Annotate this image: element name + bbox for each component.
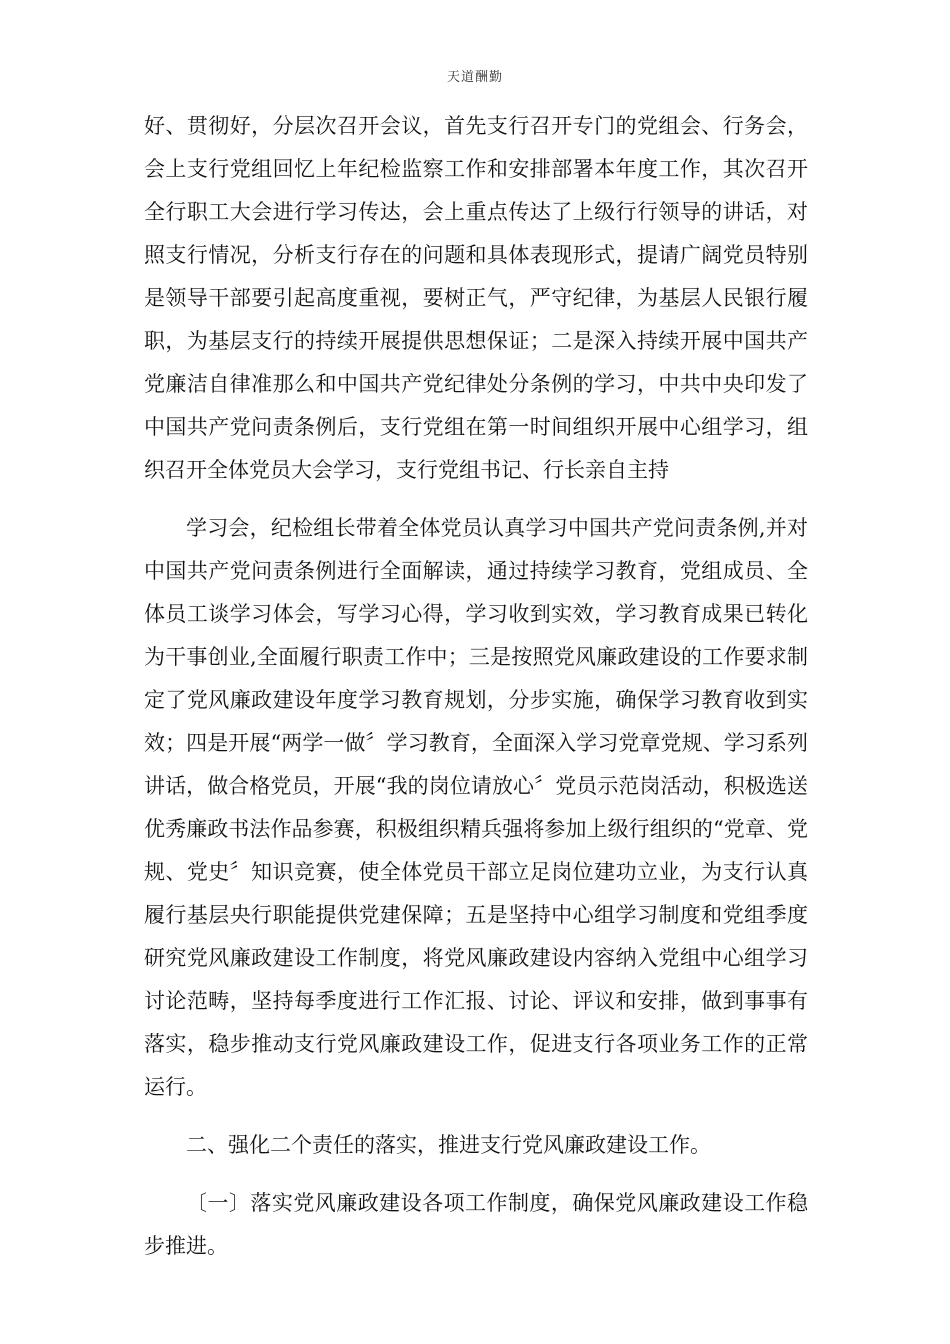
document-body: [144, 105, 808, 1268]
section-heading-two: 二、强化二个责任的落实，推进支行党风廉政建设工作。: [186, 1133, 711, 1157]
paragraph-study-meeting: 学习会，纪检组长带着全体党员认真学习中国共产党问责条例,并对中国共产党问责条例进行全面解读，通过持续学习教育，党组成员、全体员工谈学习体会，写学习心得，学习收到实效，学习教育成果已转化为干事创业,全面履行职责工作中；三是按照党风廉政建设的工作要求制定了党风廉政建设年度学习教育规划，分步实施，确保学习教育收到实效；四是开展“两学一做〞学习教育，全面深入学习党章党规、学习系列讲话，做合格党员，开展“我的岗位请放心〞党员示范岗活动，积极选送优秀廉政书法作品参赛，积极组织精兵强将参加上级行组织的“党章、党规、党史〞知识竞赛，使全体党员干部立足岗位建功立业，为支行认真履行基层央行职能提供党建保障；五是坚持中心组学习制度和党组季度研究党风廉政建设工作制度，将党风廉政建设内容纳入党组中心组学习讨论范畴，坚持每季度进行工作汇报、讨论、评议和安排，做到事事有落实，稳步推动支行党风廉政建设工作，促进支行各项业务工作的正常运行。: [144, 516, 808, 1099]
subsection-heading-one: 〔一〕落实党风廉政建设各项工作制度，确保党风廉政建设工作稳步推进。: [144, 1191, 808, 1258]
paragraph-continuation: 好、贯彻好，分层次召开会议，首先支行召开专门的党组会、行务会，会上支行党组回忆上年纪检监察工作和安排部署本年度工作，其次召开全行职工大会进行学习传达，会上重点传达了上级行行领导的讲话，对照支行情况，分析支行存在的问题和具体表现形式，提请广阔党员特别是领导干部要引起高度重视，要树正气，严守纪律，为基层人民银行履职，为基层支行的持续开展提供思想保证；二是深入持续开展中国共产党廉洁自律准那么和中国共产党纪律处分条例的学习，中共中央印发了中国共产党问责条例后，支行党组在第一时间组织开展中心组学习，组织召开全体党员大会学习，支行党组书记、行长亲自主持: [144, 114, 808, 482]
page-header: 天道酬勤: [446, 70, 503, 85]
